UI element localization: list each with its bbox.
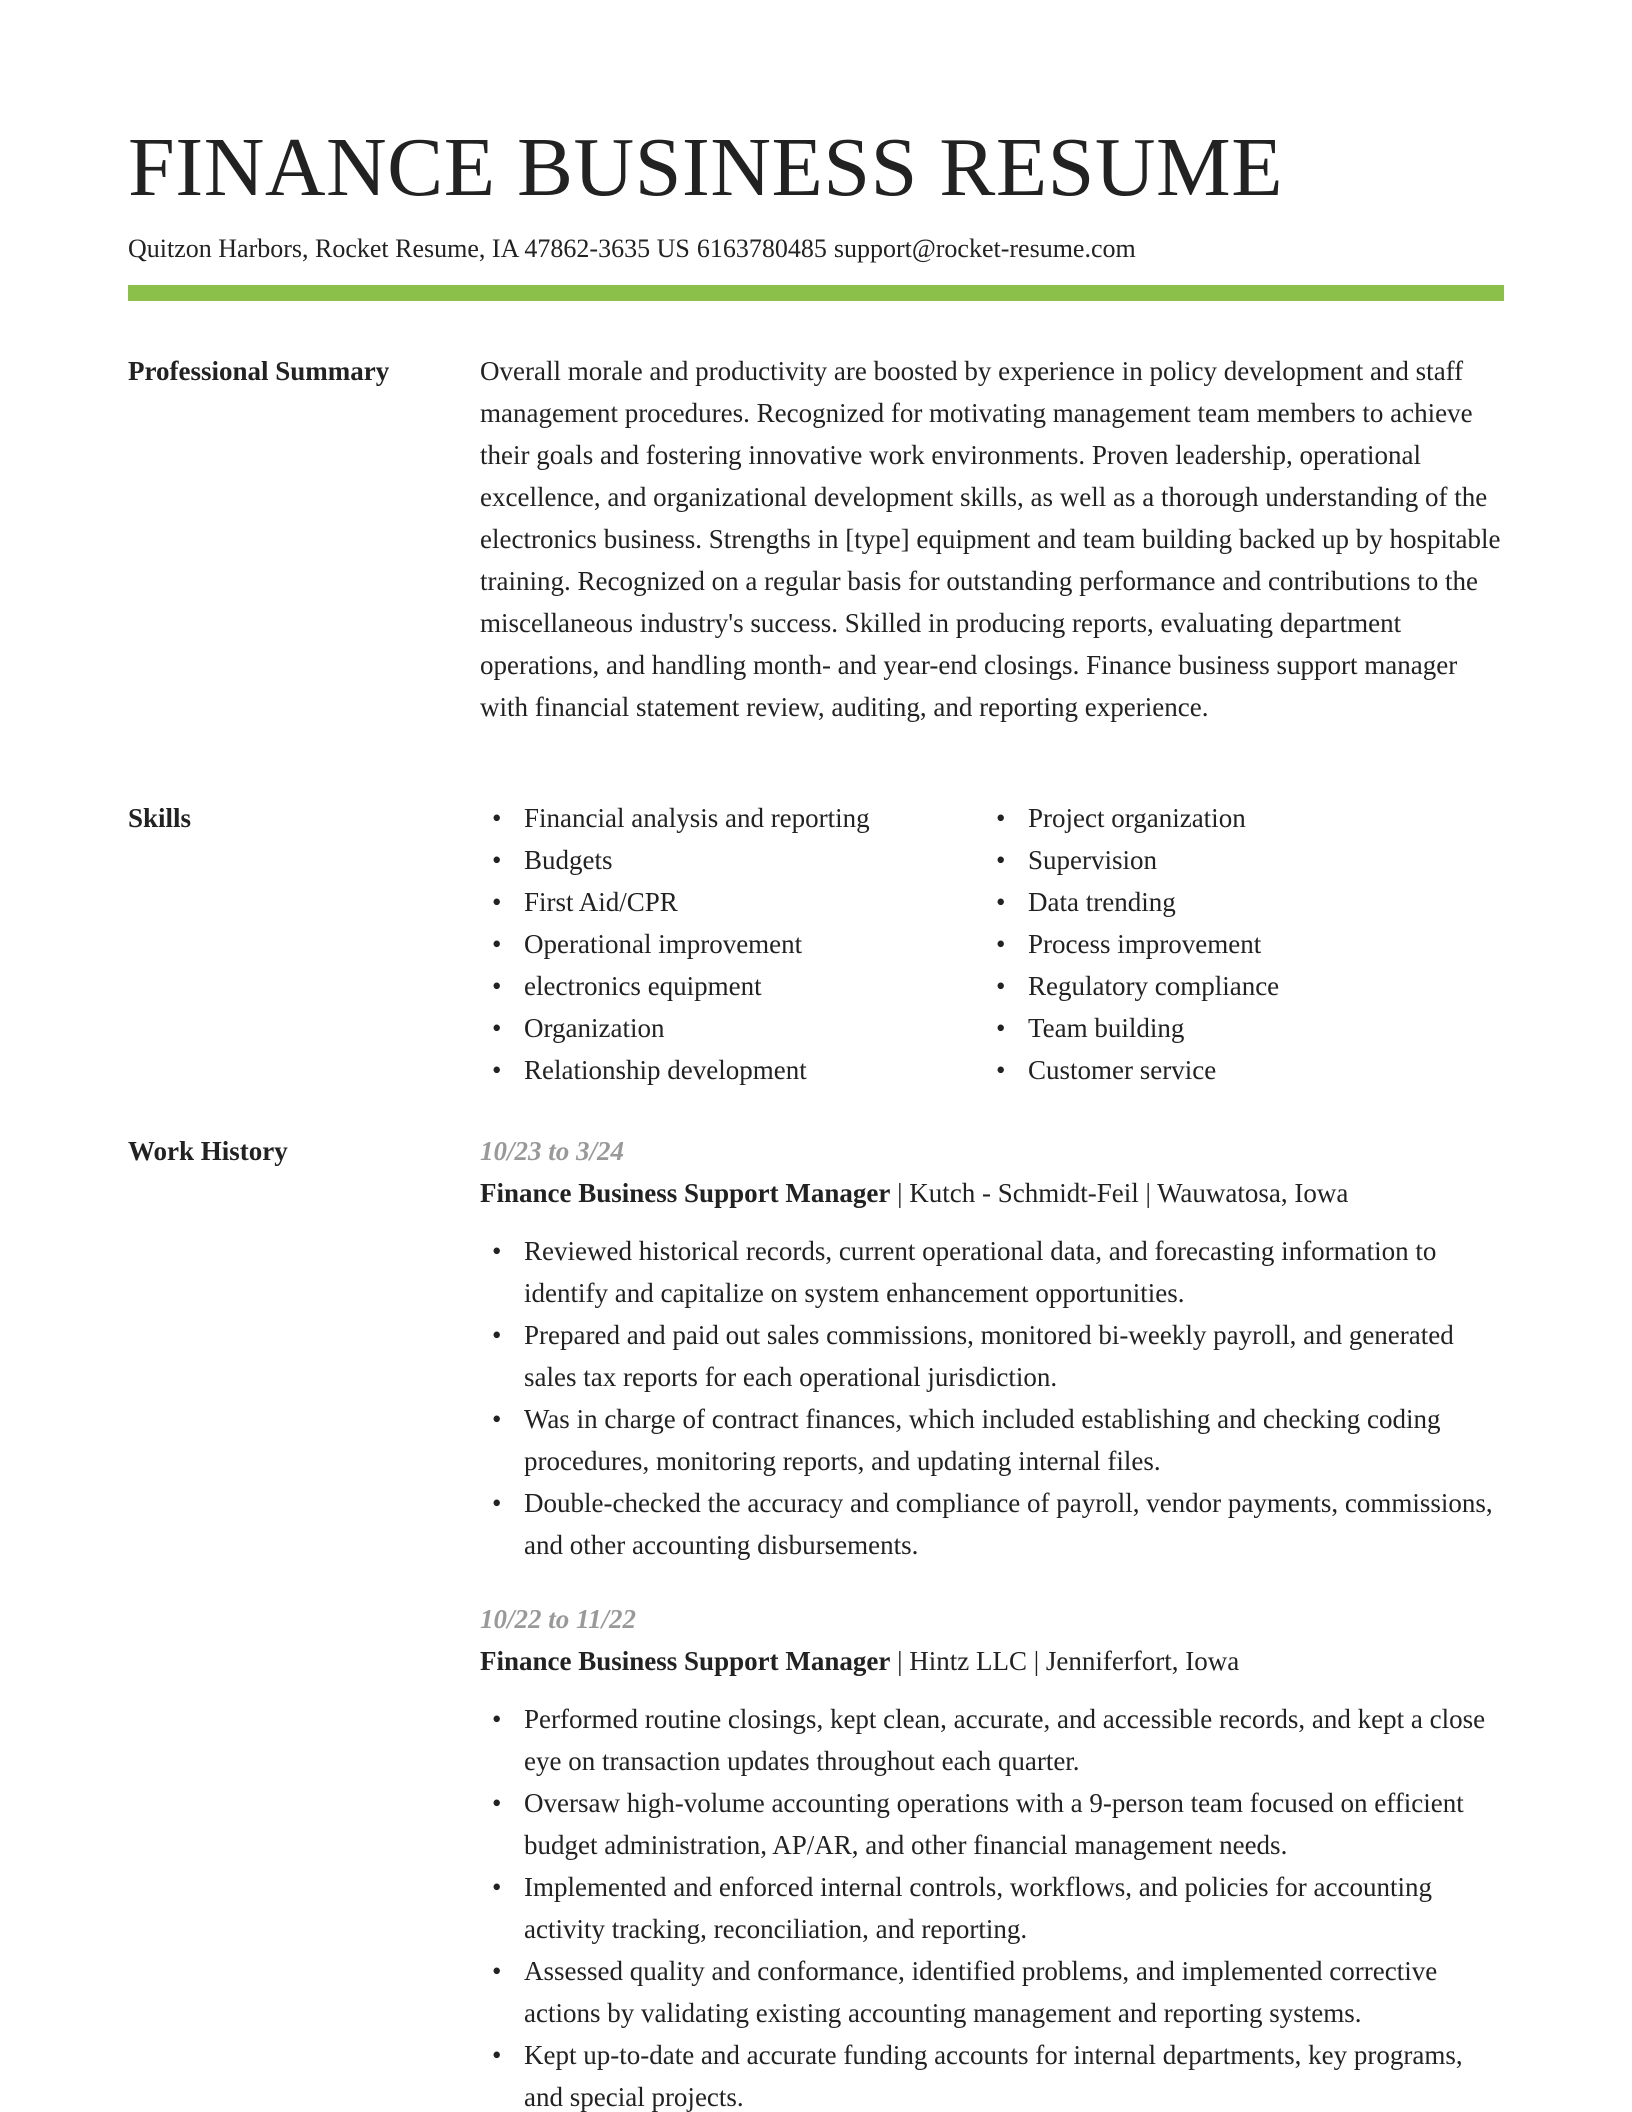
skill-item: • Relationship development bbox=[480, 1049, 984, 1091]
job-entry bbox=[480, 1130, 1504, 1566]
job-heading bbox=[480, 1640, 1504, 1682]
job-bullets bbox=[480, 1698, 1504, 2112]
work-history-heading: Work History bbox=[128, 1136, 288, 1166]
contact-line bbox=[128, 232, 1136, 266]
skills-column-left bbox=[480, 797, 984, 1091]
skill-item: • Project organization bbox=[984, 797, 1488, 839]
job-bullet: • Double-checked the accuracy and compliance of payroll, vendor payments, commissions, and other accounting disbursements. bbox=[480, 1482, 1504, 1566]
skills-heading: Skills bbox=[128, 803, 192, 833]
skill-item: • First Aid/CPR bbox=[480, 881, 984, 923]
job-bullet: • Performed routine closings, kept clean, accurate, and accessible records, and kept a close eye on transaction updates throughout each quarter. bbox=[480, 1698, 1504, 1782]
job-bullet: • Was in charge of contract finances, which included establishing and checking coding procedures, monitoring reports, and updating internal files. bbox=[480, 1398, 1504, 1482]
job-bullet: • Assessed quality and conformance, identified problems, and implemented corrective actions by validating existing accounting management and reporting systems. bbox=[480, 1950, 1504, 2034]
skill-item: • Regulatory compliance bbox=[984, 965, 1488, 1007]
summary-text: Overall morale and productivity are boosted by experience in policy development and staff management procedures. Recognized for motivating management team members to achieve their goals and fostering innovative work environments. Proven leadership, operational excellence, and organizational development skills, as well as a thorough understanding of the electronics business. Strengths in [type] equipment and team building backed up by hospitable training. Recognized on a regular basis for outstanding performance and contributions to the miscellaneous industry's success. Skilled in producing reports, evaluating department operations, and handling month- and year-end closings. Finance business support manager with financial statement review, auditing, and reporting experience. bbox=[480, 356, 1501, 722]
skill-item: • Operational improvement bbox=[480, 923, 984, 965]
skills-column-right bbox=[984, 797, 1488, 1091]
skill-item: • Financial analysis and reporting bbox=[480, 797, 984, 839]
job-bullet: • Kept up-to-date and accurate funding accounts for internal departments, key programs, and special projects. bbox=[480, 2034, 1504, 2112]
job-title: Finance Business Support Manager bbox=[480, 1178, 891, 1208]
job-bullet: • Prepared and paid out sales commissions, monitored bi-weekly payroll, and generated sales tax reports for each operational jurisdiction. bbox=[480, 1314, 1504, 1398]
job-details: | Hintz LLC | Jenniferfort, Iowa bbox=[890, 1646, 1240, 1676]
skill-item: • Process improvement bbox=[984, 923, 1488, 965]
skill-item: • electronics equipment bbox=[480, 965, 984, 1007]
resume-page bbox=[128, 0, 1504, 2112]
contact-phone: 6163780485 bbox=[696, 234, 827, 263]
job-dates: 10/23 to 3/24 bbox=[480, 1136, 625, 1166]
skills-list bbox=[480, 797, 1504, 1091]
job-bullets bbox=[480, 1230, 1504, 1566]
resume-title: FINANCE BUSINESS RESUME bbox=[128, 121, 1284, 214]
skill-item: • Budgets bbox=[480, 839, 984, 881]
contact-email: support@rocket-resume.com bbox=[833, 234, 1136, 263]
job-title: Finance Business Support Manager bbox=[480, 1646, 891, 1676]
summary-heading: Professional Summary bbox=[128, 356, 390, 386]
job-bullet: • Reviewed historical records, current operational data, and forecasting information to identify and capitalize on system enhancement opportunities. bbox=[480, 1230, 1504, 1314]
job-bullet: • Oversaw high-volume accounting operations with a 9-person team focused on efficient budget administration, AP/AR, and other financial management needs. bbox=[480, 1782, 1504, 1866]
job-details: | Kutch - Schmidt-Feil | Wauwatosa, Iowa bbox=[890, 1178, 1349, 1208]
skill-item: • Organization bbox=[480, 1007, 984, 1049]
job-bullet: • Implemented and enforced internal controls, workflows, and policies for accounting activity tracking, reconciliation, and reporting. bbox=[480, 1866, 1504, 1950]
job-heading bbox=[480, 1172, 1504, 1214]
skill-item: • Data trending bbox=[984, 881, 1488, 923]
skill-item: • Supervision bbox=[984, 839, 1488, 881]
job-dates: 10/22 to 11/22 bbox=[480, 1604, 637, 1634]
skill-item: • Team building bbox=[984, 1007, 1488, 1049]
job-entry bbox=[480, 1598, 1504, 2112]
contact-address: Quitzon Harbors, Rocket Resume, IA 47862-3635 US bbox=[128, 234, 690, 263]
header-divider bbox=[128, 285, 1504, 301]
skill-item: • Customer service bbox=[984, 1049, 1488, 1091]
